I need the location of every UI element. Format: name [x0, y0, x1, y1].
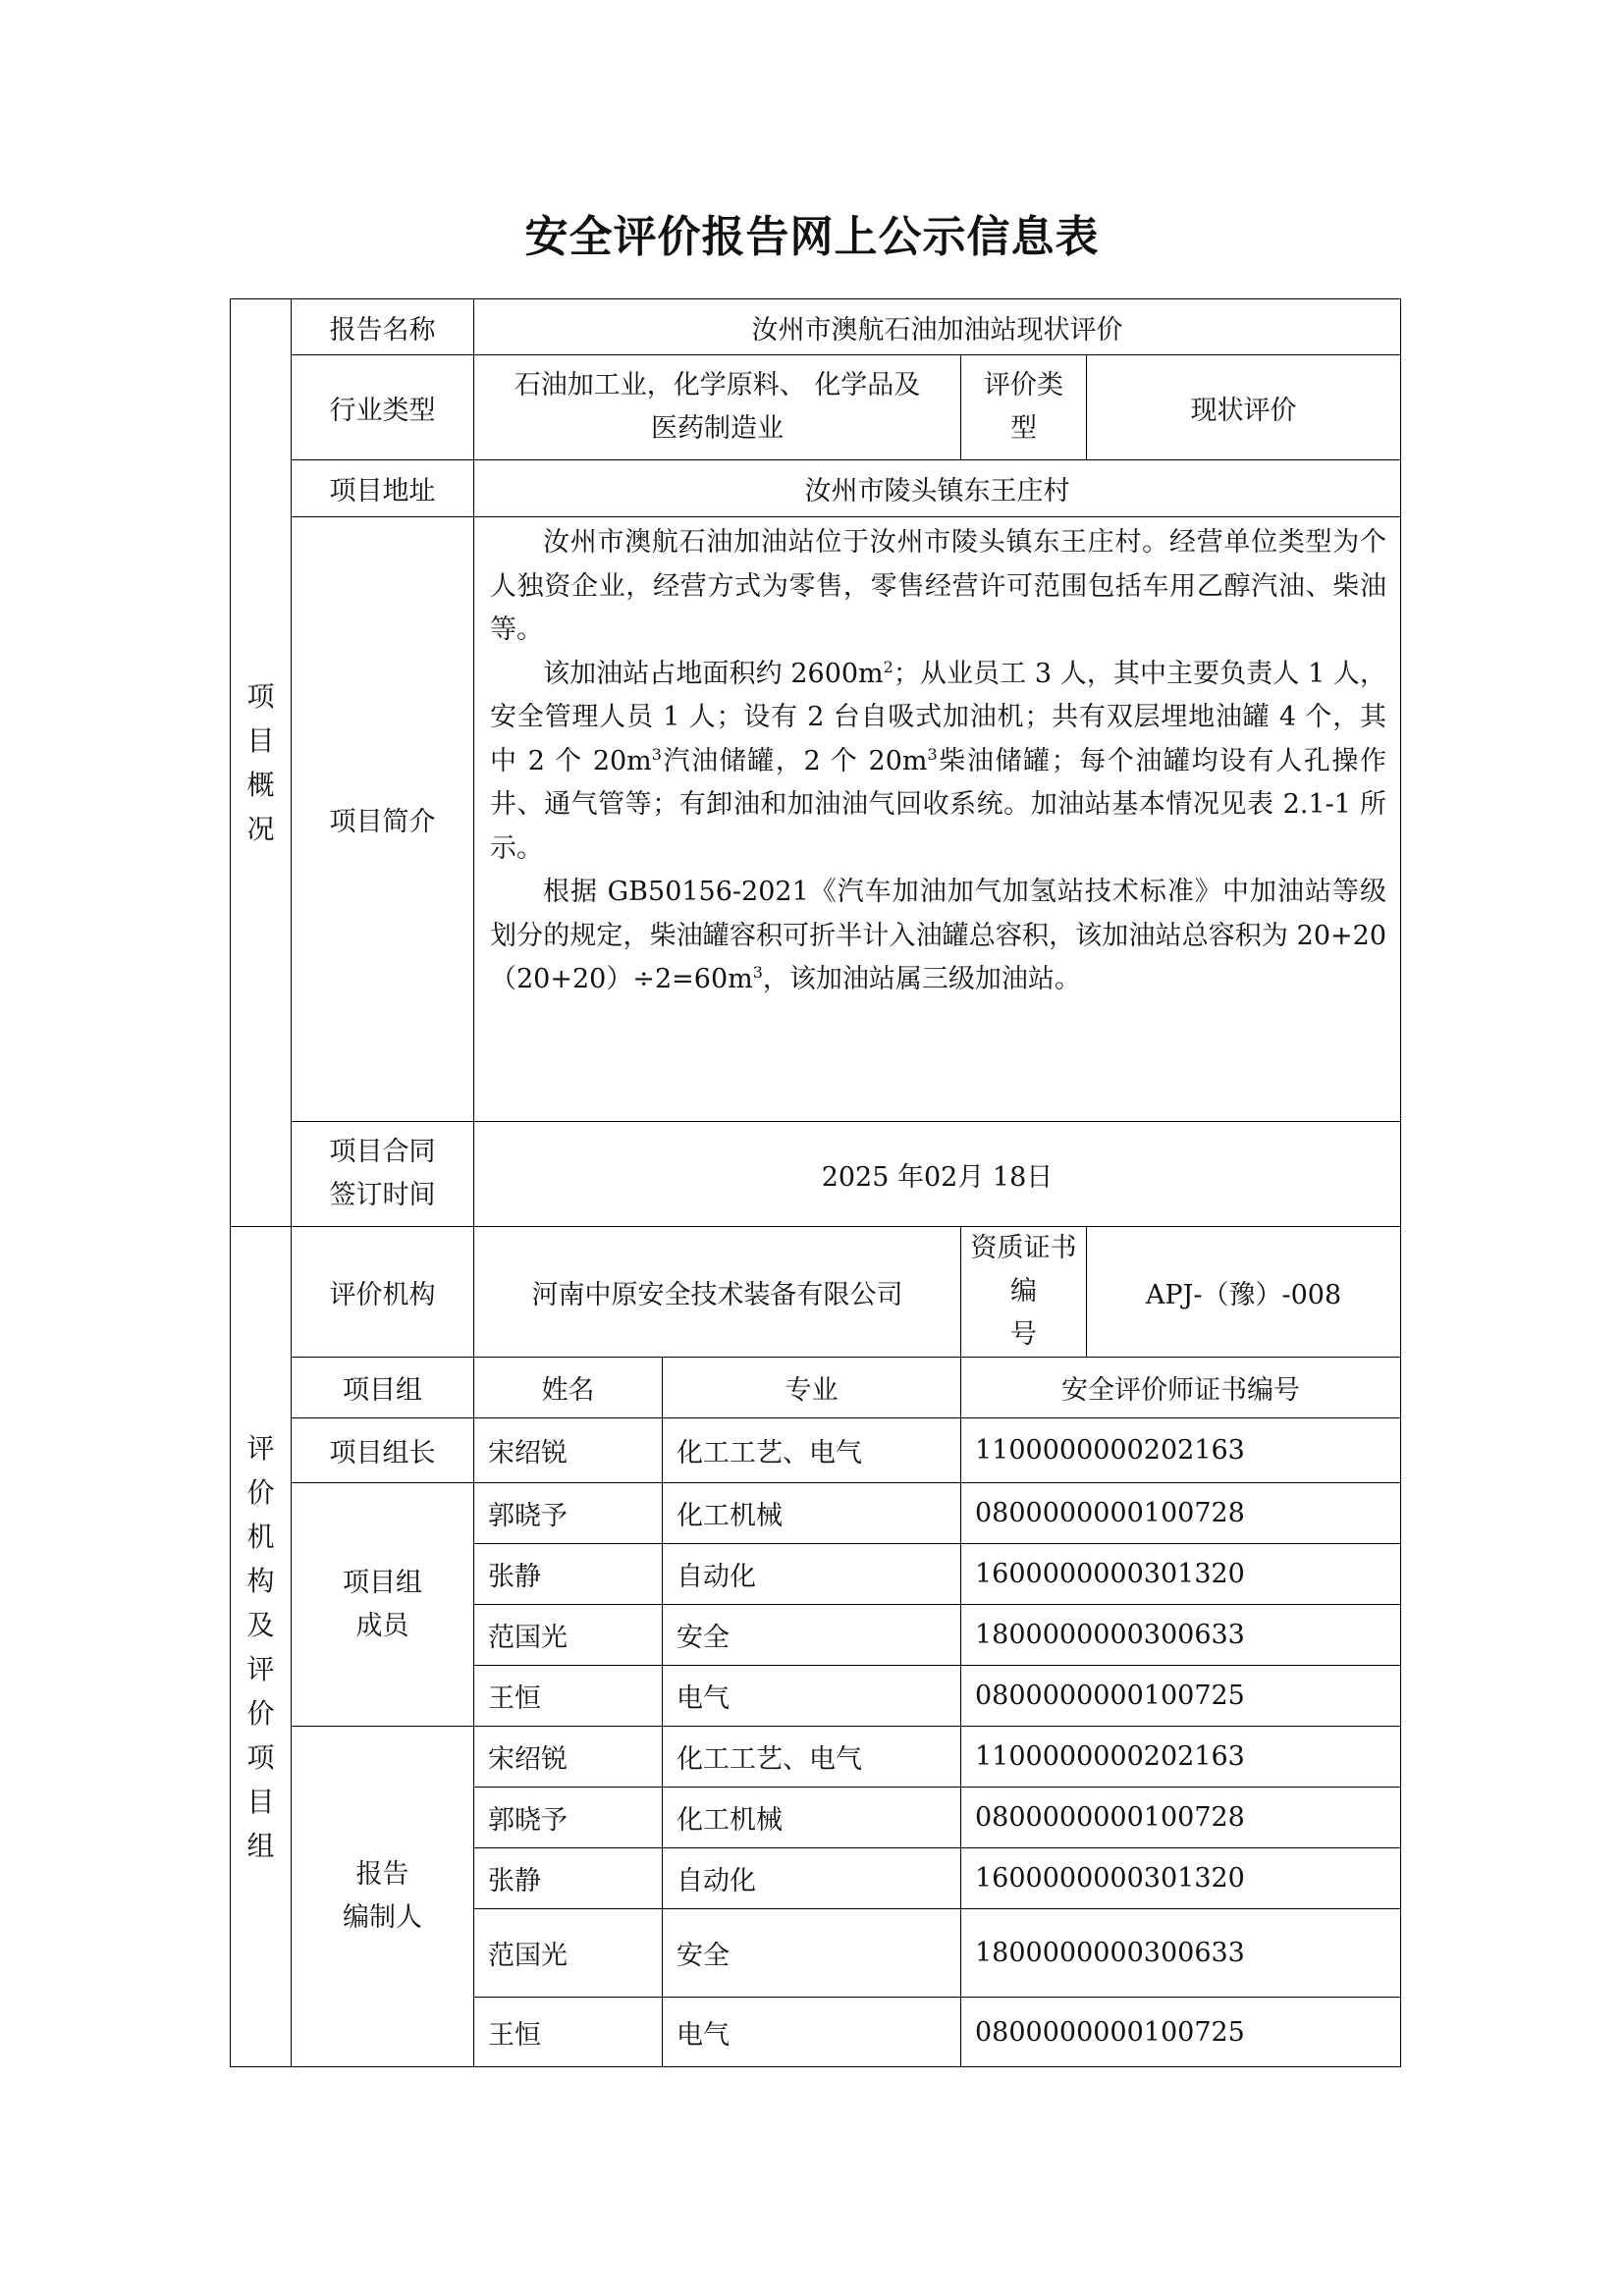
person-name: 郭晓予 [474, 1483, 663, 1544]
industry-label: 行业类型 [292, 355, 474, 460]
leader-label: 项目组长 [292, 1418, 474, 1483]
person-major: 化工工艺、电气 [663, 1727, 961, 1788]
person-name: 范国光 [474, 1605, 663, 1666]
person-name: 范国光 [474, 1909, 663, 1998]
person-major: 化工机械 [663, 1788, 961, 1848]
address-row [231, 460, 1401, 517]
cert-label: 资质证书编 号 [961, 1227, 1087, 1358]
header-team: 项目组 [292, 1358, 474, 1418]
person-name: 张静 [474, 1544, 663, 1605]
contract-row [231, 1122, 1401, 1227]
person-cert: 1600000000301320 [961, 1544, 1401, 1605]
contract-label: 项目合同 签订时间 [292, 1122, 474, 1227]
address-value: 汝州市陵头镇东王庄村 [474, 460, 1401, 517]
eval-type-value: 现状评价 [1087, 355, 1401, 460]
info-table [230, 298, 1401, 2067]
person-cert: 1600000000301320 [961, 1848, 1401, 1909]
industry-value: 石油加工业，化学原料、 化学品及 医药制造业 [474, 355, 961, 460]
person-major: 电气 [663, 1666, 961, 1727]
authors-label: 报告 编制人 [292, 1727, 474, 2067]
person-name: 宋绍锐 [474, 1418, 663, 1483]
page-title: 安全评价报告网上公示信息表 [524, 212, 1100, 262]
report-name-label: 报告名称 [292, 299, 474, 355]
header-major: 专业 [663, 1358, 961, 1418]
eval-type-label: 评价类 型 [961, 355, 1087, 460]
cert-number: APJ-（豫）-008 [1087, 1227, 1401, 1358]
industry-row [231, 355, 1401, 460]
person-name: 王恒 [474, 1666, 663, 1727]
header-name: 姓名 [474, 1358, 663, 1418]
report-name-value: 汝州市澳航石油加油站现状评价 [474, 299, 1401, 355]
person-name: 王恒 [474, 1998, 663, 2067]
person-major: 化工机械 [663, 1483, 961, 1544]
org-label: 评价机构 [292, 1227, 474, 1358]
members-label: 项目组 成员 [292, 1483, 474, 1727]
table-row [231, 1418, 1401, 1483]
intro-row [231, 517, 1401, 1122]
intro-text [474, 517, 1401, 1122]
person-name: 张静 [474, 1848, 663, 1909]
person-cert: 0800000000100725 [961, 1666, 1401, 1727]
person-major: 自动化 [663, 1848, 961, 1909]
person-cert: 1100000000202163 [961, 1418, 1401, 1483]
contract-date: 2025 年02月 18日 [474, 1122, 1401, 1227]
person-name: 郭晓予 [474, 1788, 663, 1848]
overview-section-label: 项 目 概 况 [231, 299, 292, 1227]
person-cert: 1800000000300633 [961, 1605, 1401, 1666]
person-cert: 0800000000100728 [961, 1483, 1401, 1544]
report-name-row [231, 299, 1401, 355]
person-major: 化工工艺、电气 [663, 1418, 961, 1483]
person-cert: 0800000000100728 [961, 1788, 1401, 1848]
org-section-label: 评 价 机 构 及 评 价 项 目 组 [231, 1227, 292, 2067]
person-cert: 1100000000202163 [961, 1727, 1401, 1788]
person-major: 安全 [663, 1909, 961, 1998]
person-name: 宋绍锐 [474, 1727, 663, 1788]
table-row [231, 1483, 1401, 1544]
address-label: 项目地址 [292, 460, 474, 517]
person-cert: 0800000000100725 [961, 1998, 1401, 2067]
intro-paragraph-2: 该加油站占地面积约 $2600m^2$；从业员工 3 人，其中主要负责人 1 人，安全管理人员 1 人；设有 2 台自吸式加油机；共有双层埋地油罐 4 个，其中 2 个 $20m^3$汽油储罐，2 个 $20m^3$柴油储罐；每个油罐均设有人孔操作井、通气管等；有卸油和加油油气回收系统。加油站基本情况见表 2.1-1 所示。 [490, 657, 1386, 864]
team-header-row [231, 1358, 1401, 1418]
person-major: 安全 [663, 1605, 961, 1666]
table-row [231, 1727, 1401, 1788]
org-name: 河南中原安全技术装备有限公司 [474, 1227, 961, 1358]
person-major: 电气 [663, 1998, 961, 2067]
intro-paragraph-3: 根据 GB50156-2021《汽车加油加气加氢站技术标准》中加油站等级划分的规定，柴油罐容积可折半计入油罐总容积，该加油站总容积为 $20+20(20+20)\div 2=60m^3$，该加油站属三级加油站。 [490, 877, 1386, 994]
intro-paragraph-1: 汝州市澳航石油加油站位于汝州市陵头镇东王庄村。经营单位类型为个人独资企业，经营方式为零售，零售经营许可范围包括车用乙醇汽油、柴油等。 [490, 527, 1386, 645]
person-major: 自动化 [663, 1544, 961, 1605]
header-cert: 安全评价师证书编号 [961, 1358, 1401, 1418]
org-row [231, 1227, 1401, 1358]
person-cert: 1800000000300633 [961, 1909, 1401, 1998]
intro-label: 项目简介 [292, 517, 474, 1122]
